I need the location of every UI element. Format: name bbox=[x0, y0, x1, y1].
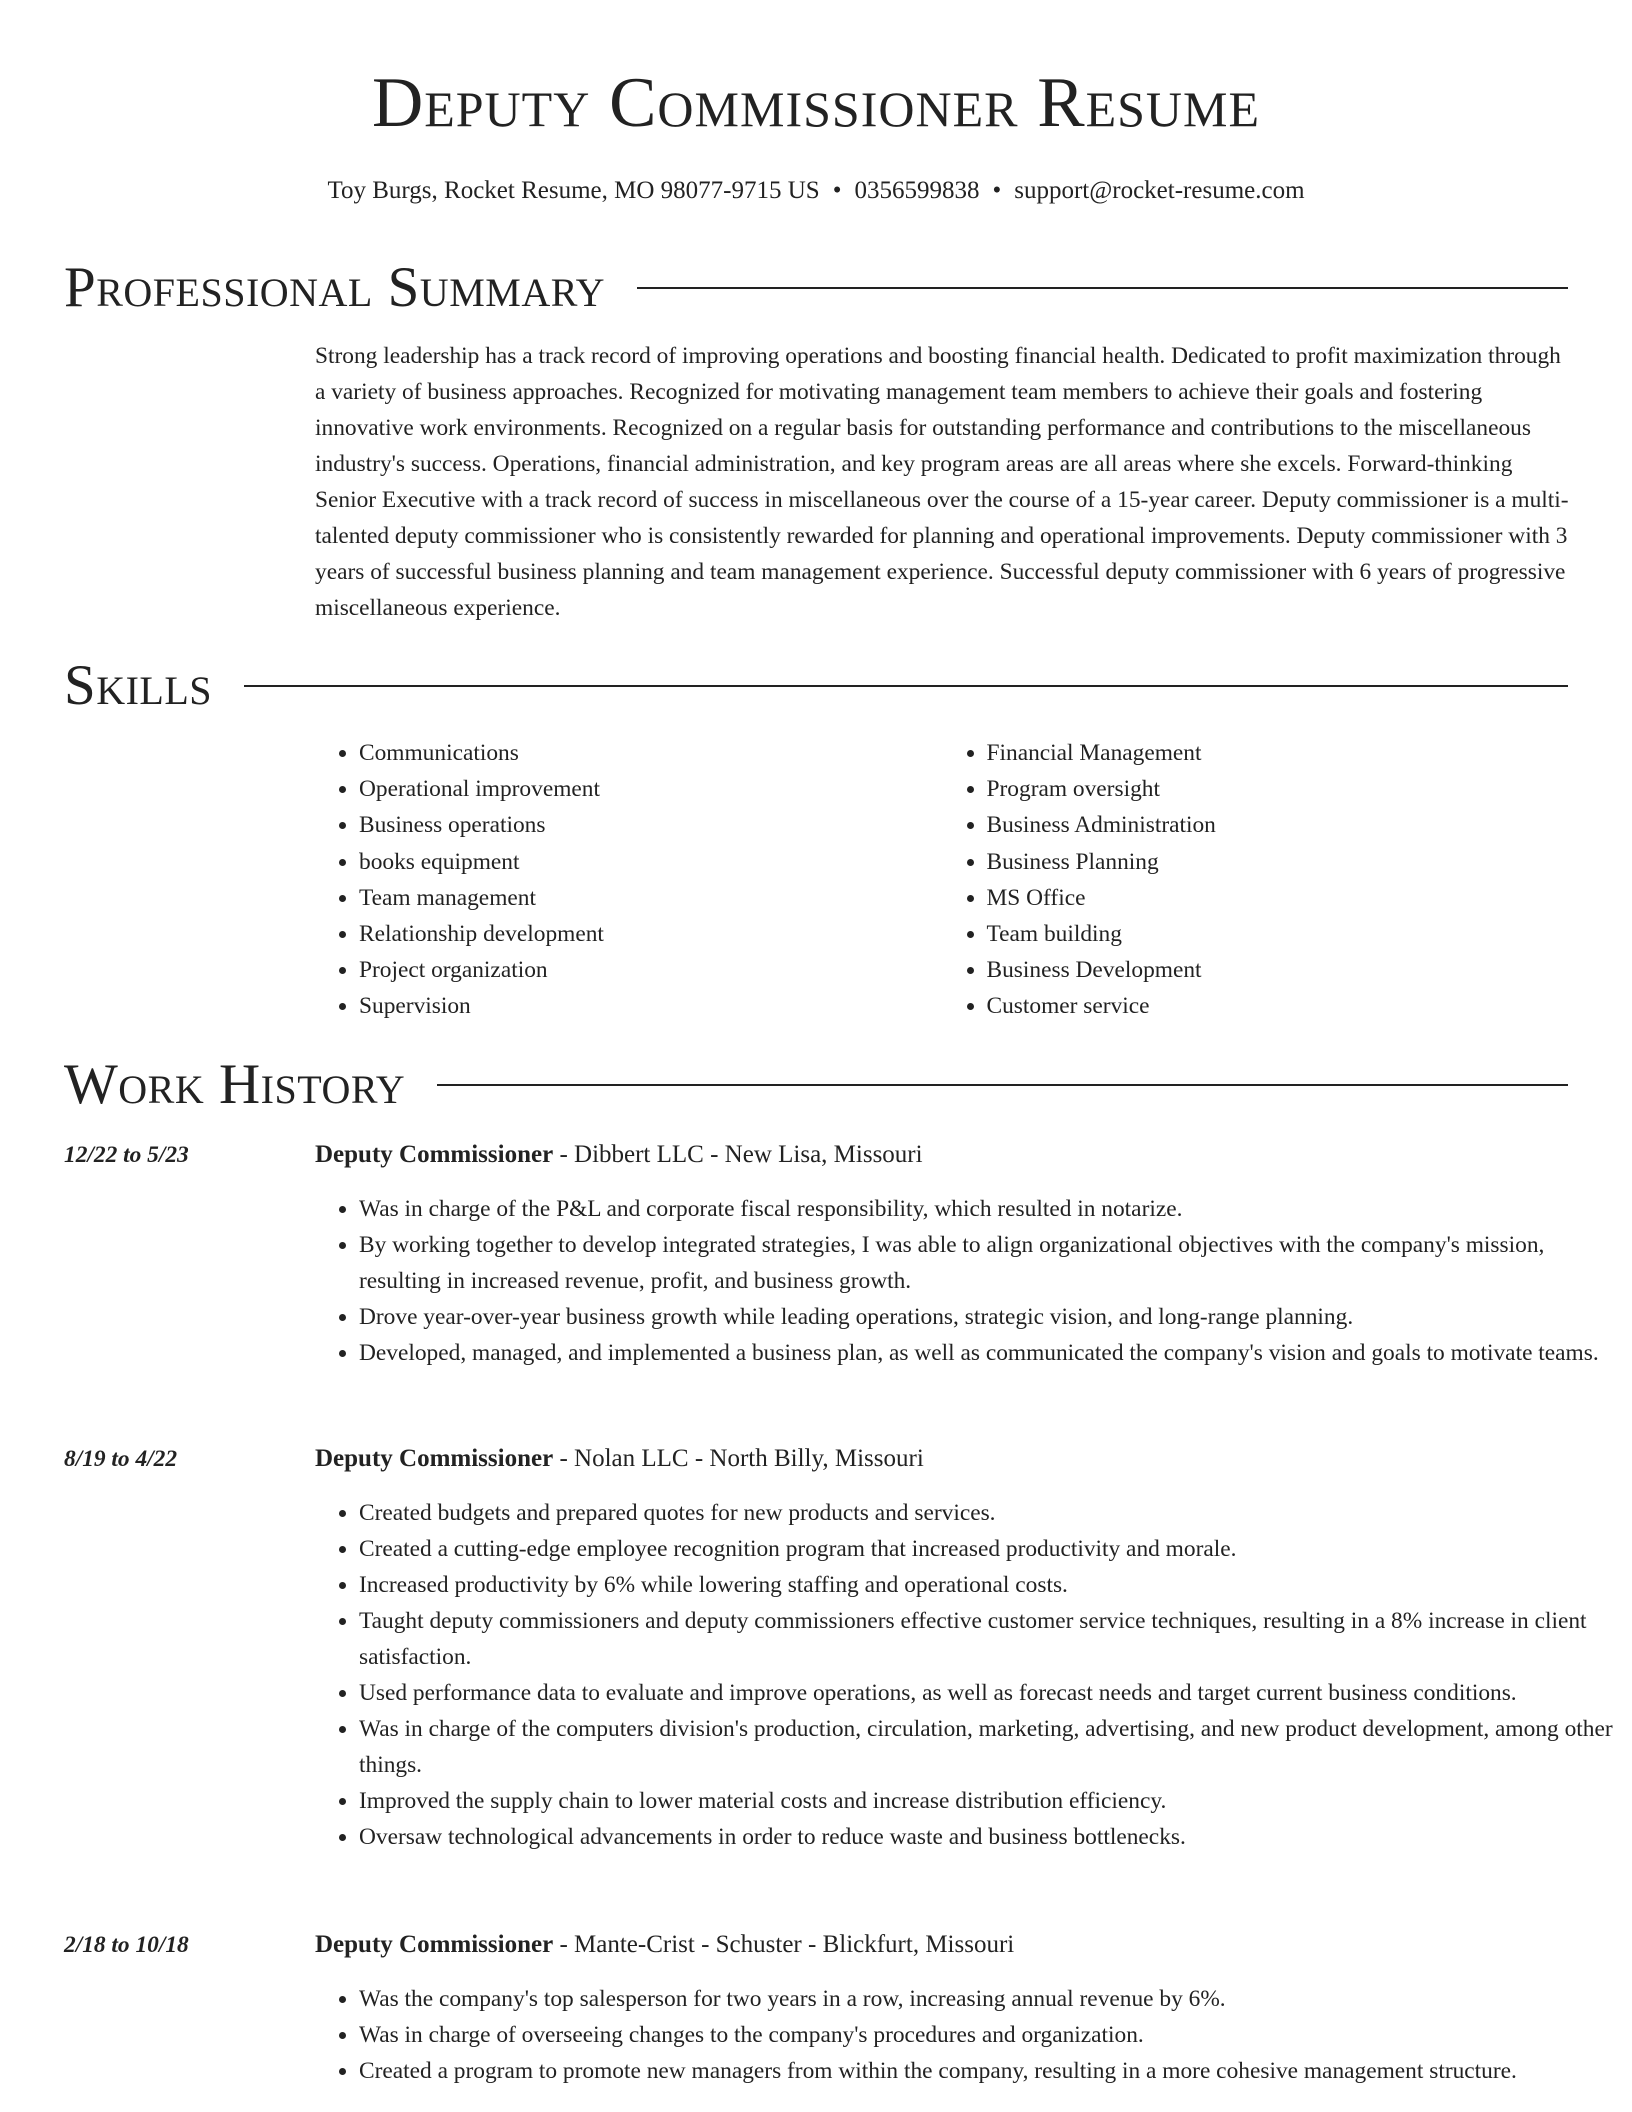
summary-heading: Professional Summary bbox=[64, 256, 606, 319]
skills-column-right bbox=[943, 735, 1571, 1025]
skills-list bbox=[315, 735, 1570, 1025]
list-item: • Drove year-over-year business growth while leading operations, strategic vision, and long-range planning. bbox=[359, 1299, 1614, 1335]
list-item: • Supervision bbox=[359, 988, 943, 1024]
list-item: • Created a cutting-edge employee recognition program that increased productivity and morale. bbox=[359, 1531, 1614, 1567]
list-item: • Operational improvement bbox=[359, 771, 943, 807]
list-item: • Was the company's top salesperson for two years in a row, increasing annual revenue by 6%. bbox=[359, 1981, 1614, 2017]
contact-phone: 0356599838 bbox=[854, 177, 980, 204]
list-item: • Was in charge of the computers division's production, circulation, marketing, advertising, and new product development, among other things. bbox=[359, 1711, 1614, 1783]
skills-column-left bbox=[315, 735, 943, 1025]
list-item: • Relationship development bbox=[359, 916, 943, 952]
list-item: • Business Administration bbox=[987, 807, 1571, 843]
skills-section-header bbox=[64, 651, 1568, 721]
job-bullets bbox=[315, 1191, 1614, 1371]
list-item: • Business Development bbox=[987, 952, 1571, 988]
job-details: - Mante-Crist - Schuster - Blickfurt, Missouri bbox=[553, 1931, 1015, 1958]
list-item: • Increased productivity by 6% while lowering staffing and operational costs. bbox=[359, 1567, 1614, 1603]
list-item: • Oversaw technological advancements in order to reduce waste and business bottlenecks. bbox=[359, 1819, 1614, 1855]
list-item: • Business operations bbox=[359, 807, 943, 843]
job-role: Deputy Commissioner bbox=[315, 1141, 554, 1168]
contact-email: support@rocket-resume.com bbox=[1014, 177, 1305, 204]
list-item: • Developed, managed, and implemented a business plan, as well as communicated the company's vision and goals to motivate teams. bbox=[359, 1335, 1614, 1371]
job-header bbox=[315, 1927, 1014, 1963]
list-item: • Taught deputy commissioners and deputy commissioners effective customer service techniques, resulting in a 8% increase in client satisfaction. bbox=[359, 1603, 1614, 1675]
list-item: • Financial Management bbox=[987, 735, 1571, 771]
list-item: • Team management bbox=[359, 880, 943, 916]
list-item: • Business Planning bbox=[987, 844, 1571, 880]
job-bullets bbox=[315, 1981, 1614, 2089]
skills-heading: Skills bbox=[64, 654, 213, 717]
list-item: • Team building bbox=[987, 916, 1571, 952]
section-divider bbox=[244, 685, 1568, 687]
list-item: • Communications bbox=[359, 735, 943, 771]
contact-address: Toy Burgs, Rocket Resume, MO 98077-9715 US bbox=[327, 177, 820, 204]
list-item: • Customer service bbox=[987, 988, 1571, 1024]
job-dates: 8/19 to 4/22 bbox=[64, 1446, 178, 1472]
list-item: • By working together to develop integrated strategies, I was able to align organizational objectives with the company's mission, resulting in increased revenue, profit, and business growth. bbox=[359, 1227, 1614, 1299]
job-role: Deputy Commissioner bbox=[315, 1931, 554, 1958]
list-item: • Program oversight bbox=[987, 771, 1571, 807]
list-item: • Used performance data to evaluate and improve operations, as well as forecast needs and target current business conditions. bbox=[359, 1675, 1614, 1711]
list-item: • MS Office bbox=[987, 880, 1571, 916]
section-divider bbox=[437, 1084, 1568, 1086]
work-heading: Work History bbox=[64, 1053, 406, 1116]
summary-section-header bbox=[64, 253, 1568, 323]
bullet-separator: • bbox=[832, 177, 842, 204]
list-item: • Improved the supply chain to lower material costs and increase distribution efficiency. bbox=[359, 1783, 1614, 1819]
list-item: • Project organization bbox=[359, 952, 943, 988]
summary-text: Strong leadership has a track record of improving operations and boosting financial health. Dedicated to profit maximization through a variety of business approaches. Recognized for motivating management team members to achieve their goals and fostering innovative work environments. Recognized on a regular basis for outstanding performance and contributions to the miscellaneous industry's success. Operations, financial administration, and key program areas are all areas where she excels. Forward-thinking Senior Executive with a track record of success in miscellaneous over the course of a 15-year career. Deputy commissioner is a multi-talented deputy commissioner who is consistently rewarded for planning and operational improvements. Deputy commissioner with 3 years of successful business planning and team management experience. Successful deputy commissioner with 6 years of progressive miscellaneous experience. bbox=[315, 343, 1569, 621]
job-role: Deputy Commissioner bbox=[315, 1445, 554, 1472]
job-header bbox=[315, 1441, 924, 1477]
job-details: - Dibbert LLC - New Lisa, Missouri bbox=[553, 1141, 923, 1168]
job-dates: 2/18 to 10/18 bbox=[64, 1932, 189, 1958]
job-dates: 12/22 to 5/23 bbox=[64, 1142, 189, 1168]
bullet-separator: • bbox=[992, 177, 1002, 204]
resume-title: Deputy Commissioner Resume bbox=[371, 64, 1261, 142]
list-item: • Was in charge of the P&L and corporate fiscal responsibility, which resulted in notarize. bbox=[359, 1191, 1614, 1227]
job-details: - Nolan LLC - North Billy, Missouri bbox=[553, 1445, 924, 1472]
list-item: • Created budgets and prepared quotes for new products and services. bbox=[359, 1495, 1614, 1531]
job-bullets bbox=[315, 1495, 1614, 1855]
job-header bbox=[315, 1137, 923, 1173]
section-divider bbox=[637, 287, 1568, 289]
list-item: • books equipment bbox=[359, 844, 943, 880]
work-section-header bbox=[64, 1050, 1568, 1120]
list-item: • Created a program to promote new managers from within the company, resulting in a more cohesive management structure. bbox=[359, 2053, 1614, 2089]
contact-line bbox=[0, 173, 1632, 209]
list-item: • Was in charge of overseeing changes to the company's procedures and organization. bbox=[359, 2017, 1614, 2053]
